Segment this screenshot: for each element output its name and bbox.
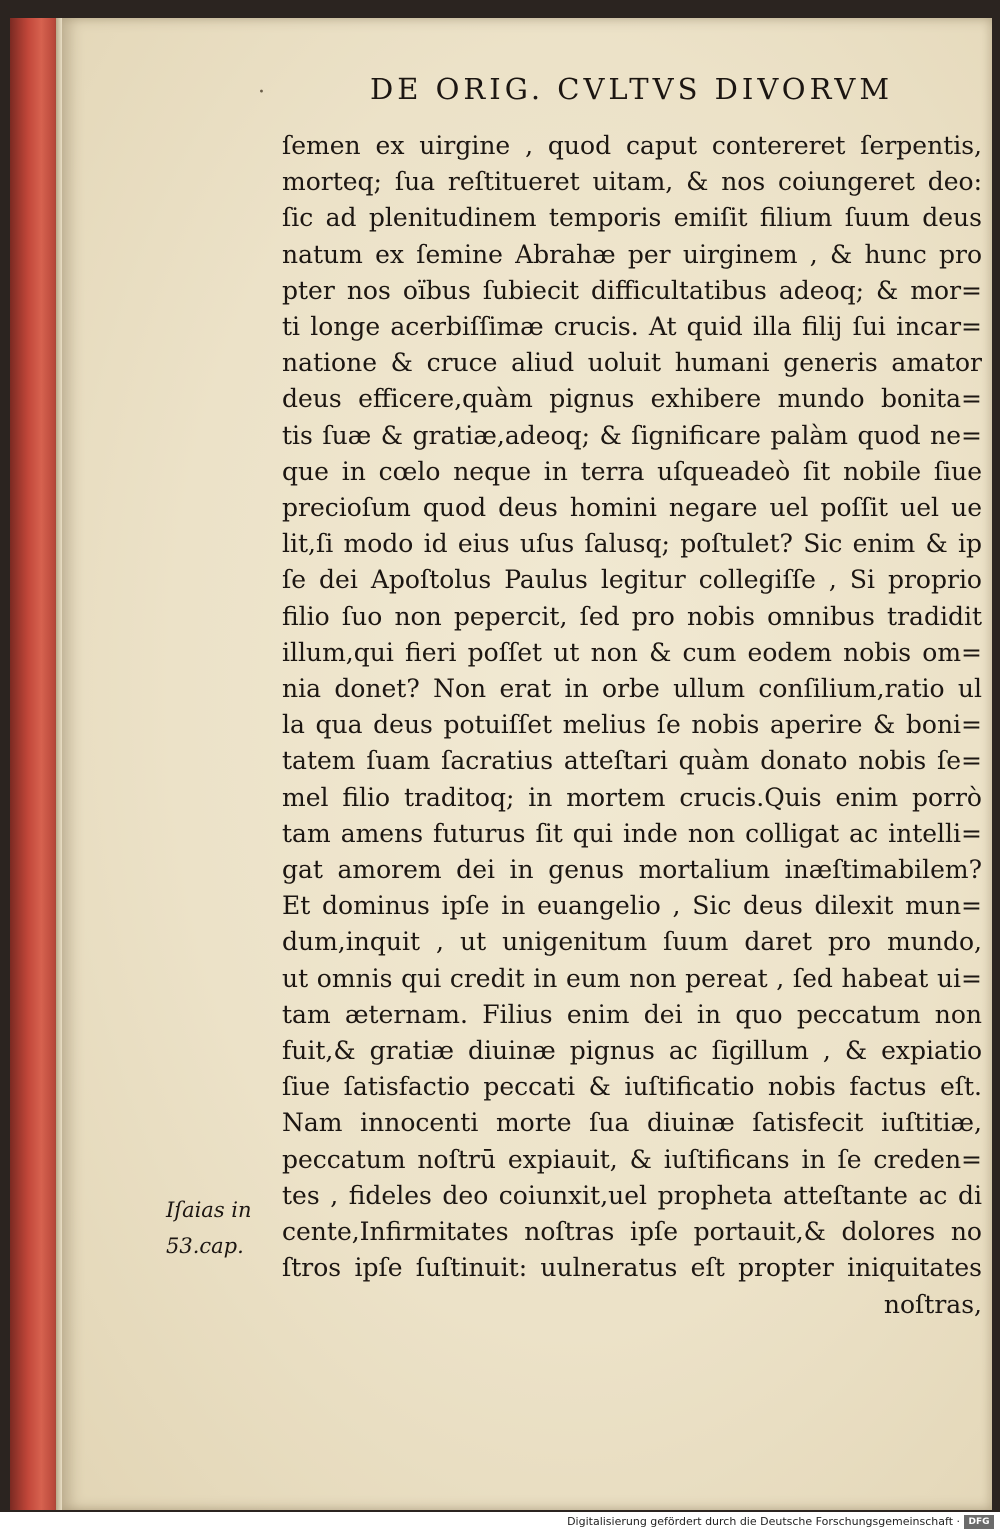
text-line: tes , fideles deo coiunxit,uel propheta atteſtante ac di bbox=[282, 1180, 982, 1210]
text-line: ti longe acerbiſſimæ crucis. At quid illa filij ſui incar= bbox=[282, 312, 982, 342]
running-head: DE ORIG. CVLTVS DIVORVM bbox=[370, 72, 894, 106]
text-line: tam amens futurus ſit qui inde non colligat ac intelli= bbox=[282, 818, 982, 848]
text-line: Et dominus ipſe in euangelio , Sic deus dilexit mun= bbox=[282, 891, 982, 921]
text-line: mel filio traditoq; in mortem crucis.Quis enim porrò bbox=[282, 782, 982, 812]
digitization-footer bbox=[0, 1512, 1000, 1532]
text-line: dum,inquit , ut unigenitum ſuum daret pro mundo, bbox=[282, 927, 982, 957]
text-line: nia donet? Non erat in orbe ullum conſilium,ratio ul bbox=[282, 674, 982, 704]
text-line: illum,qui fieri poſſet ut non & cum eodem nobis om= bbox=[282, 637, 982, 667]
text-line: precioſum quod deus homini negare uel poſſit uel ue bbox=[282, 493, 982, 523]
text-line: ſic ad plenitudinem temporis emiſit filium ſuum deus bbox=[282, 203, 982, 233]
marginal-note-reference: Iſaias in bbox=[166, 1198, 252, 1222]
text-line: morteq; ſua reſtitueret uitam, & nos coiungeret deo: bbox=[282, 167, 982, 197]
text-line: fuit,& gratiæ diuinæ pignus ac ſigillum , & expiatio bbox=[282, 1036, 982, 1066]
body-text bbox=[282, 128, 982, 1323]
text-line: deus efficere,quàm pignus exhibere mundo bonita= bbox=[282, 384, 982, 414]
text-line: natione & cruce aliud uoluit humani generis amator bbox=[282, 348, 982, 378]
text-line: ſemen ex uirgine , quod caput contereret ſerpentis, bbox=[282, 131, 982, 160]
text-line: Nam innocenti morte ſua diuinæ ſatisfecit iuſtitiæ, bbox=[282, 1108, 982, 1138]
text-line: tam æternam. Filius enim dei in quo peccatum non bbox=[282, 999, 982, 1029]
text-line: tatem ſuam ſacratius atteſtari quàm donato nobis ſe= bbox=[282, 746, 982, 776]
text-line: la qua deus potuiſſet melius ſe nobis aperire & boni= bbox=[282, 710, 982, 740]
text-line: lit,ſi modo id eius uſus ſalusq; poſtulet? Sic enim & ip bbox=[282, 529, 982, 559]
marginal-note-chapter: 53.cap. bbox=[166, 1234, 244, 1258]
text-line: ſe dei Apoſtolus Paulus legitur collegiſſe , Si proprio bbox=[282, 565, 982, 595]
text-line: que in cœlo neque in terra uſqueadeò ſit nobile ſiue bbox=[282, 456, 982, 486]
text-line: pter nos oïbus ſubiecit difficultatibus adeoq; & mor= bbox=[282, 275, 982, 305]
text-line: cente,Infirmitates noſtras ipſe portauit,& dolores no bbox=[282, 1217, 982, 1247]
funding-credit: Digitalisierung gefördert durch die Deutsche Forschungsgemeinschaft · bbox=[567, 1515, 960, 1528]
text-line: ut omnis qui credit in eum non pereat , ſed habeat ui= bbox=[282, 963, 982, 993]
text-line: gat amorem dei in genus mortalium inæſtimabilem? bbox=[282, 855, 982, 885]
text-line: tis ſuæ & gratiæ,adeoq; & ſignificare palàm quod ne= bbox=[282, 420, 982, 450]
text-line: ſtros ipſe ſuſtinuit: uulneratus eſt propter iniquitates bbox=[282, 1253, 982, 1283]
text-line: peccatum noſtrū expiauit, & iuſtificans in ſe creden= bbox=[282, 1144, 982, 1174]
dfg-logo: DFG bbox=[964, 1515, 994, 1529]
book-edge bbox=[10, 18, 62, 1510]
catchword: noſtras, bbox=[883, 1289, 982, 1319]
text-line: ſiue ſatisfactio peccati & iuſtificatio nobis factus eſt. bbox=[282, 1072, 982, 1102]
text-line: filio ſuo non pepercit, ſed pro nobis omnibus tradidit bbox=[282, 601, 982, 631]
text-line: natum ex ſemine Abrahæ per uirginem , & hunc pro bbox=[282, 239, 982, 269]
running-head-mark: · bbox=[258, 80, 265, 105]
